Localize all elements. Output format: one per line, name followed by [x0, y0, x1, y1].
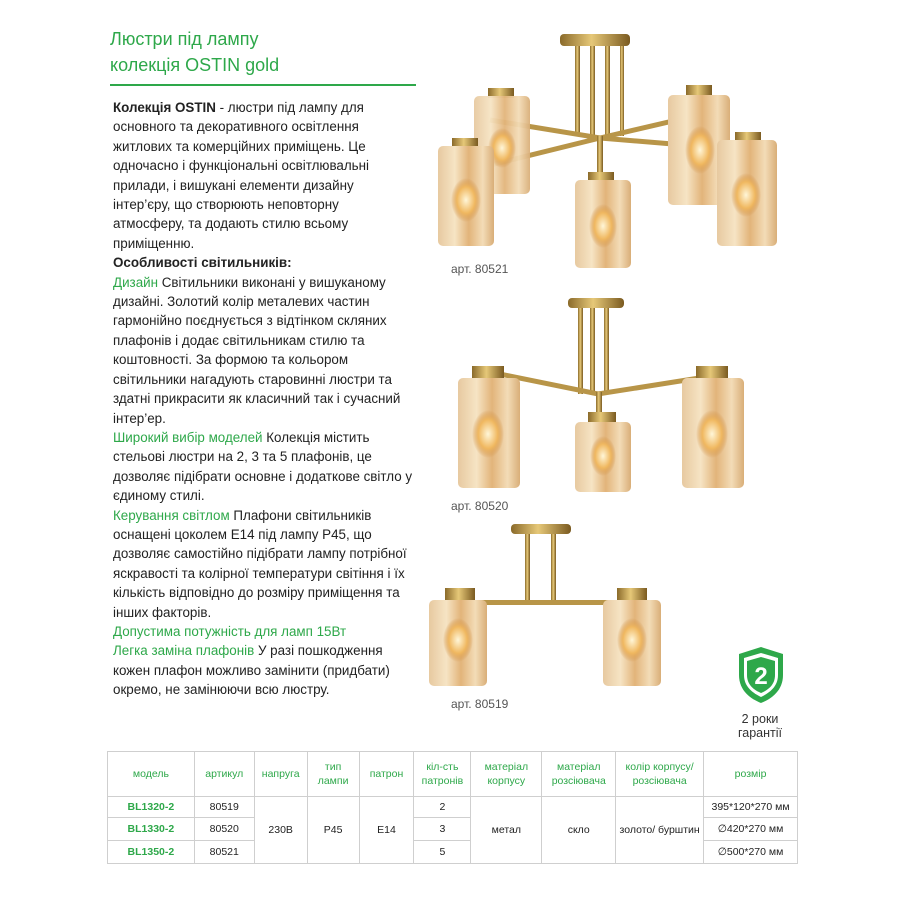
- article-cell: 80521: [194, 841, 254, 864]
- table-row: [108, 797, 798, 818]
- feature-power: [113, 622, 413, 641]
- table-header: кіл-сть патронів: [414, 752, 471, 797]
- page-title: [110, 26, 279, 78]
- table-header: напруга: [254, 752, 307, 797]
- title-line-2: колекція OSTIN gold: [110, 55, 280, 75]
- chandelier-80519-image: [425, 520, 685, 690]
- feature-design: [113, 273, 413, 428]
- model-cell: BL1320-2: [108, 797, 195, 818]
- product-article-80520: арт. 80520: [451, 499, 509, 513]
- product-article-80521: арт. 80521: [451, 262, 509, 276]
- warranty-label: [730, 712, 790, 740]
- table-header: матеріал корпусу: [471, 752, 542, 797]
- color-cell: золото/ бурштин: [616, 797, 704, 864]
- table-header: тип лампи: [307, 752, 359, 797]
- feature-label: Дизайн: [113, 274, 159, 290]
- article-cell: 80520: [194, 818, 254, 841]
- features-heading-text: Особливості світильників:: [113, 255, 292, 271]
- feature-label: Керування світлом: [113, 507, 230, 523]
- table-header: матеріал розсіювача: [542, 752, 616, 797]
- description-block: [113, 98, 413, 700]
- feature-label: Допустима потужність для ламп 15Вт: [113, 623, 347, 639]
- diffuser-material-cell: скло: [542, 797, 616, 864]
- feature-text: Плафони світильників оснащені цоколем Е14 під лампу Р45, що дозволяє самостійно підібрати лампу потрібної яскравості та колірної температури світіння і їх кількість відповідно до розміру приміщення та інших факторів.: [113, 507, 407, 620]
- body-material-cell: метал: [471, 797, 542, 864]
- specifications-table: [107, 751, 798, 864]
- intro-paragraph: [113, 98, 413, 253]
- chandelier-80520-image: [450, 296, 770, 496]
- feature-light-control: [113, 506, 413, 622]
- sockets-count-cell: 3: [414, 818, 471, 841]
- feature-models: [113, 428, 413, 506]
- feature-text: Колекція містить стельові люстри на 2, 3 та 5 плафонів, це дозволяє підібрати основне і додаткове світло у єдиному стилі.: [113, 429, 413, 504]
- article-cell: 80519: [194, 797, 254, 818]
- feature-text: Світильники виконані у вишуканому дизайні. Золотий колір металевих частин гармонійно поєднується з відтінком скляних плафонів і додає світильникам стилю та коштовності. За формою та кольором світильники нагадують старовинні люстри та здатні прикрасити як класичний так і сучасний інтер’ер.: [113, 274, 401, 426]
- product-article-80519: арт. 80519: [451, 697, 509, 711]
- sockets-count-cell: 2: [414, 797, 471, 818]
- voltage-cell: 230В: [254, 797, 307, 864]
- size-cell: 395*120*270 мм: [704, 797, 798, 818]
- size-cell: ∅500*270 мм: [704, 841, 798, 864]
- feature-label: Широкий вибір моделей: [113, 429, 263, 445]
- feature-replacement: [113, 641, 413, 699]
- table-header-row: [108, 752, 798, 797]
- warranty-shield-icon: [735, 645, 787, 705]
- table-header: колір корпусу/ розсіювача: [616, 752, 704, 797]
- title-divider: [110, 84, 416, 86]
- table-header: патрон: [359, 752, 414, 797]
- socket-cell: E14: [359, 797, 414, 864]
- model-cell: BL1330-2: [108, 818, 195, 841]
- table-header: розмір: [704, 752, 798, 797]
- chandelier-80521-image: [430, 30, 790, 270]
- table-header: модель: [108, 752, 195, 797]
- warranty-line-2: гарантії: [737, 726, 783, 740]
- sockets-count-cell: 5: [414, 841, 471, 864]
- title-line-1: Люстри під лампу: [110, 29, 259, 49]
- size-cell: ∅420*270 мм: [704, 818, 798, 841]
- features-heading: [113, 253, 413, 272]
- feature-text: У разі пошкодження кожен плафон можливо замінити (придбати) окремо, не замінюючи всю люстру.: [113, 643, 390, 698]
- warranty-line-1: 2 роки: [741, 712, 779, 726]
- intro-text: - люстри під лампу для основного та декоративного освітлення житлових та комерційних приміщень. Це одночасно і функціональні освітлювальні прилади, і вишукані елементи дизайну інтер’єру, що створюють неповторну атмосферу, та додають стилю всьому приміщенню.: [113, 100, 370, 251]
- intro-bold: Колекція OSTIN: [113, 100, 216, 115]
- lamp-type-cell: P45: [307, 797, 359, 864]
- warranty-number: 2: [754, 663, 768, 690]
- table-header: артикул: [194, 752, 254, 797]
- model-cell: BL1350-2: [108, 841, 195, 864]
- feature-label: Легка заміна плафонів: [113, 643, 255, 659]
